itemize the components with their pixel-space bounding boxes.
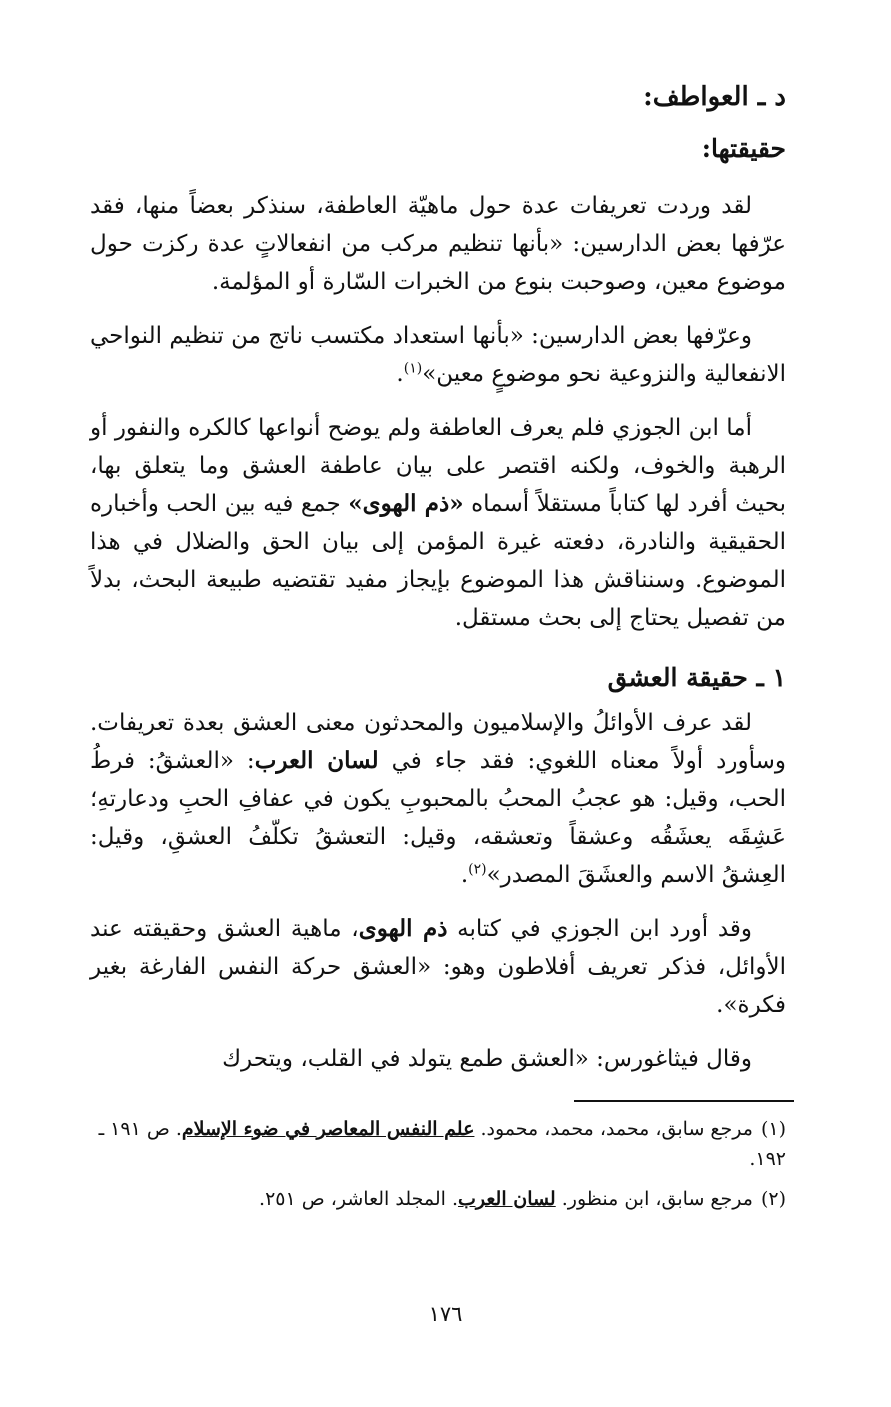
paragraph-end: . (396, 361, 404, 387)
book-title: لسان العرب (254, 747, 379, 774)
paragraph-lexical-meaning (90, 704, 786, 894)
footnote-book-title: علم النفس المعاصر في ضوء الإسلام (181, 1118, 475, 1140)
paragraph-ibn-jawzi (90, 409, 786, 637)
page-number: ١٧٦ (428, 1302, 463, 1326)
paragraph-end: . (460, 862, 469, 888)
paragraph-plato (90, 910, 786, 1024)
paragraph-text: وقد أورد ابن الجوزي في كتابه (447, 916, 752, 942)
paragraph-text: لقد عرف الأوائلُ والإسلاميون والمحدثون معنى العشق بعدة تعريفات. وسأورد أولاً معناه اللغوي: فقد جاء في (90, 710, 786, 774)
footnote-ref-2[interactable]: (٢) (468, 861, 487, 878)
footnote-text: مرجع سابق، ابن منظور. (555, 1188, 753, 1210)
paragraph-second-definition (90, 317, 786, 393)
footnote-text: مرجع سابق، محمد، محمد، محمود. (474, 1118, 753, 1140)
chapter-heading: د ـ العواطف: (643, 82, 786, 112)
paragraph-pythagoras: وقال فيثاغورس: «العشق طمع يتولد في القلب، ويتحرك (222, 1046, 752, 1072)
paragraph-definitions: لقد وردت تعريفات عدة حول ماهيّة العاطفة، سنذكر بعضاً منها، فقد عرّفها بعض الدارسين: «بأنها تنظيم مركب من انفعالاتٍ عدة ركزت حول موضوع معين، وصوحبت بنوع من الخبرات السّارة أو المؤلمة. (90, 193, 786, 295)
paragraph-text: ، ماهية العشق وحقيقته عند الأوائل، فذكر تعريف أفلاطون وهو: «العشق حركة النفس الفارغة بغير فكرة». (90, 916, 786, 1018)
paragraph-text: أما ابن الجوزي فلم يعرف العاطفة ولم يوضح أنواعها كالكره والنفور أو الرهبة والخوف، ولكنه اقتصر على بيان عاطفة العشق وما يتعلق بها، بحيث أفرد لها كتاباً مستقلاً أسماه (90, 415, 787, 517)
footnote-text: . المجلد العاشر، ص ٢٥١. (259, 1188, 459, 1210)
footnote-book-title: لسان العرب (458, 1188, 556, 1210)
footnote-divider (574, 1100, 794, 1102)
subheading-nature: حقيقتها: (701, 134, 786, 163)
footnote-1 (90, 1114, 786, 1174)
paragraph-text: : «العشقُ: فرطُ الحب، وقيل: هو عجبُ المحبُ بالمحبوبِ يكون في عفافِ الحبِ ودعارتهِ؛ عَشِقَه يعشَقُه وعشقاً وتعشقه، وقيل: التعشقُ تكلّفُ العشقِ، وقيل: العِشقُ الاسم والعشَقَ المصدر» (90, 748, 786, 888)
paragraph-text: وعرّفها بعض الدارسين: «بأنها استعداد مكتسب ناتج من تنظيم النواحي الانفعالية والنزوعية نحو موضوعٍ معين» (90, 323, 786, 387)
footnote-number: (٢) (760, 1188, 786, 1210)
footnote-number: (١) (760, 1118, 786, 1140)
paragraph-text: جمع فيه بين الحب وأخباره الحقيقية والنادرة، دفعته غيرة المؤمن إلى بيان الحق والضلال في هذا الموضوع. وسنناقش هذا الموضوع بإيجاز مفيد تقتضيه طبيعة البحث، بدلاً من تفصيل يحتاج إلى بحث مستقل. (90, 491, 786, 631)
book-title: «ذم الهوى» (348, 490, 464, 517)
footnote-text: . ص ١٩١ ـ ١٩٢. (98, 1118, 786, 1170)
footnote-ref-1[interactable]: (١) (403, 360, 423, 377)
footnote-2 (90, 1184, 786, 1214)
section-heading-love: ١ ـ حقيقة العشق (607, 663, 786, 692)
book-title: ذم الهوى (358, 915, 448, 942)
